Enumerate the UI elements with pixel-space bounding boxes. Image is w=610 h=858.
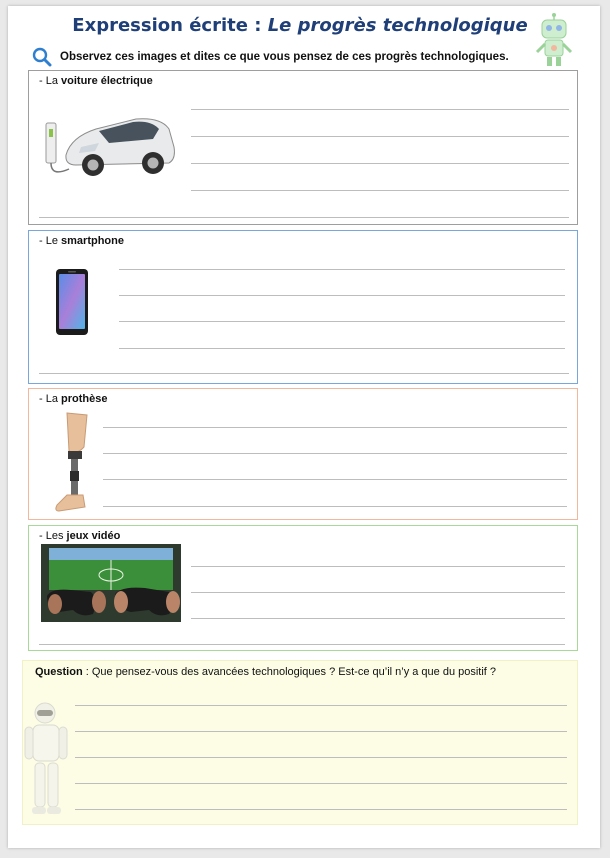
page-title: Expression écrite : Le progrès technologique <box>72 15 528 36</box>
section-prosthesis <box>28 388 578 520</box>
smartphone-image <box>55 268 89 336</box>
instruction <box>32 46 509 68</box>
section-label: - La prothèse <box>39 393 108 405</box>
section-label: - La voiture électrique <box>39 75 153 87</box>
cartoon-robot-image <box>532 12 576 68</box>
magnifier-icon <box>32 47 52 67</box>
video-games-image <box>41 544 181 622</box>
humanoid-robot-image <box>23 701 73 823</box>
question-text: Question : Que pensez-vous des avancées technologiques ? Est-ce qu’il n’y a que du positif ? <box>35 666 497 678</box>
question-box <box>22 660 578 825</box>
section-smartphone <box>28 230 578 384</box>
instruction-text: Observez ces images et dites ce que vous pensez de ces progrès technologiques. <box>60 51 509 63</box>
section-label: - Les jeux vidéo <box>39 530 121 542</box>
section-electric-car <box>28 70 578 225</box>
electric-car-image <box>41 107 186 182</box>
section-label: - Le smartphone <box>39 235 124 247</box>
section-video-games <box>28 525 578 651</box>
prosthesis-image <box>51 411 91 517</box>
